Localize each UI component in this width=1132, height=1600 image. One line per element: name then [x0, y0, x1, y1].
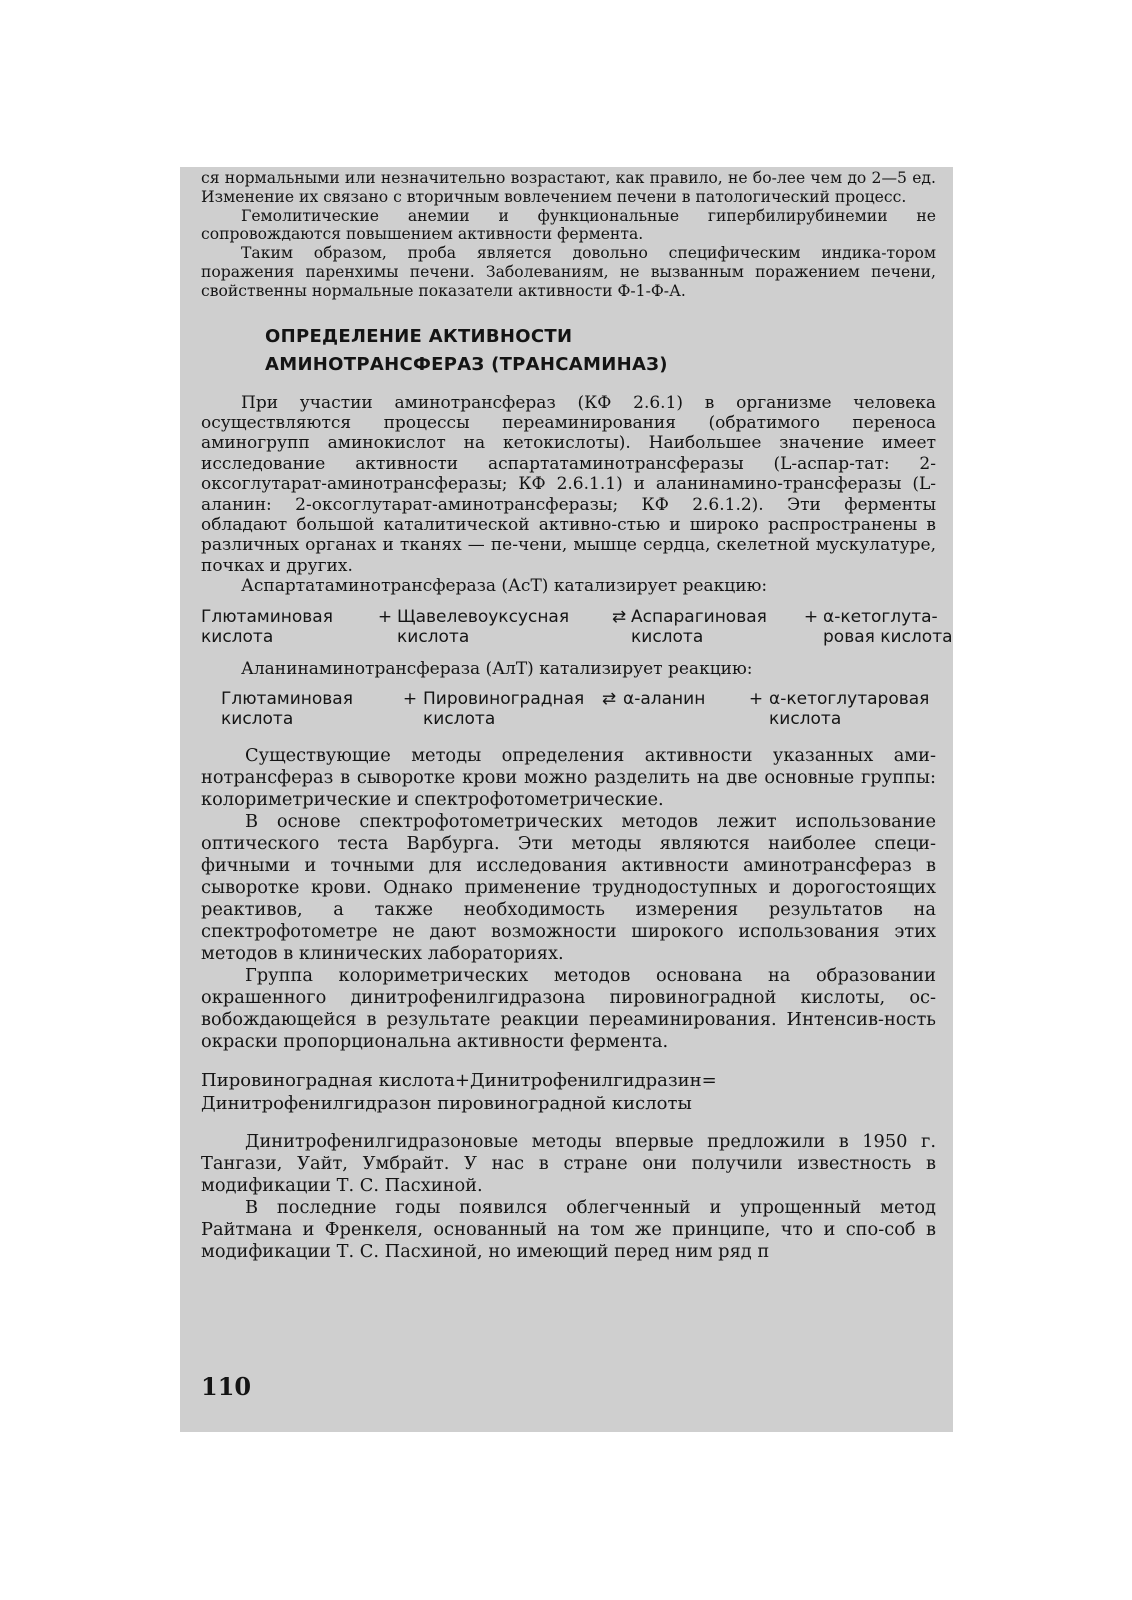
reaction-alt [221, 689, 936, 729]
page-content [201, 169, 953, 1263]
reactant-a-line1: Глютаминовая [201, 606, 333, 627]
scanned-page [180, 167, 953, 1432]
plus-sign: + [803, 606, 819, 627]
product-c-line2: кислота [631, 626, 704, 647]
methods-paragraph-3: Группа колориметрических методов основана на образовании окрашенного динитрофенилгидразона пировиноградной кислоты, ос-вобождающейся в результате реакции переаминирования. Интенсив-ность окраски пропорциональна активности фермента. [201, 965, 936, 1053]
reactant-b-line2: кислота [423, 709, 496, 730]
reactant-a-line2: кислота [201, 626, 274, 647]
page-number: 110 [201, 1372, 252, 1401]
section-title-line-2: АМИНОТРАНСФЕРАЗ (ТРАНСАМИНАЗ) [265, 353, 668, 375]
product-c-line1: α-аланин [623, 689, 706, 710]
section-title-line-1: ОПРЕДЕЛЕНИЕ АКТИВНОСТИ [265, 325, 573, 347]
product-c [631, 607, 799, 647]
reactant-a [221, 689, 397, 729]
reactant-b [397, 607, 607, 647]
equilibrium-arrow-icon: ⇄ [611, 606, 627, 627]
intro-paragraph-3: Таким образом, проба является довольно специфическим индика-тором поражения паренхимы печени. Заболеваниям, не вызванным поражением печени, свойственны нормальные показатели активности Ф-1-Ф-А. [201, 244, 936, 300]
ast-intro: Аспартатаминотрансфераза (АсТ) катализирует реакцию: [241, 576, 768, 597]
equation-block [201, 1069, 936, 1115]
methods-paragraph-1: Существующие методы определения активности указанных ами-нотрансфераз в сыворотке крови можно разделить на две основные группы: колориметрические и спектрофотометрические. [201, 745, 936, 811]
closing-paragraph-2: В последние годы появился облегченный и упрощенный метод Райтмана и Френкеля, основанный на том же принципе, что и спо-соб в модификации Т. С. Пасхиной, но имеющий перед ним ряд п [201, 1197, 936, 1263]
methods-paragraph-2: В основе спектрофотометрических методов лежит использование оптического теста Варбурга. Эти методы являются наиболее специ-фичными и точными для исследования активности аминотрансфераз в сыворотке крови. Однако применение труднодоступных и дорогостоящих реактивов, а также необходимость измерения результатов на спектрофотометре не дают возможности широкого использования этих методов в клинических лабораториях. [201, 811, 936, 965]
reactant-b-line1: Пировиноградная [423, 689, 585, 710]
product-d-line2: ровая кислота [823, 626, 953, 647]
plus-sign: + [748, 689, 764, 710]
alt-intro: Аланинаминотрансфераза (АлТ) катализирует реакцию: [241, 658, 753, 679]
product-d [823, 607, 953, 647]
reactant-a [201, 607, 373, 647]
product-d-line1: α-кетоглутаровая [769, 689, 930, 710]
reactant-b-line2: кислота [397, 626, 470, 647]
plus-sign: + [402, 689, 418, 710]
plus-sign: + [377, 606, 393, 627]
main-paragraph: При участии аминотрансфераз (КФ 2.6.1) в организме человека осуществляются процессы переаминирования (обратимого переноса аминогрупп аминокислот на кетокислоты). Наибольшее значение имеет исследование активности аспартатаминотрансферазы (L-аспар-тат: 2-оксоглутарат-аминотрансферазы; КФ 2.6.1.1) и аланинамино-трансферазы (L-аланин: 2-оксоглутарат-аминотрансферазы; КФ 2.6.1.2). Эти ферменты обладают большой каталитической активно-стью и широко распространены в различных органах и тканях — пе-чени, мышце сердца, скелетной мускулатуре, почках и других. [201, 392, 936, 576]
reactant-b [423, 689, 595, 729]
reactant-a-line1: Глютаминовая [221, 689, 353, 710]
reactant-a-line2: кислота [221, 709, 294, 730]
equation-line-1: Пировиноградная кислота+Динитрофенилгидразин= [201, 1070, 717, 1092]
section-heading [265, 323, 936, 379]
product-c [623, 689, 743, 729]
product-d-line1: α-кетоглута- [823, 606, 938, 627]
reactant-b-line1: Щавелевоуксусная [397, 606, 570, 627]
closing-paragraph-1: Динитрофенилгидразоновые методы впервые предложили в 1950 г. Тангази, Уайт, Умбрайт. У нас в стране они получили известность в модификации Т. С. Пасхиной. [201, 1131, 936, 1197]
product-d [769, 689, 953, 729]
intro-paragraph-2: Гемолитические анемии и функциональные гипербилирубинемии не сопровождаются повышением активности фермента. [201, 206, 936, 244]
product-c-line1: Аспарагиновая [631, 606, 767, 627]
product-d-line2: кислота [769, 709, 842, 730]
equation-line-2: Динитрофенилгидразон пировиноградной кислоты [201, 1093, 692, 1115]
reaction-ast [201, 606, 953, 647]
equilibrium-arrow-icon: ⇄ [601, 689, 617, 710]
intro-paragraph-1: ся нормальными или незначительно возрастают, как правило, не бо-лее чем до 2—5 ед. Изменение их связано с вторичным вовлечением печени в патологический процесс. [201, 169, 936, 206]
